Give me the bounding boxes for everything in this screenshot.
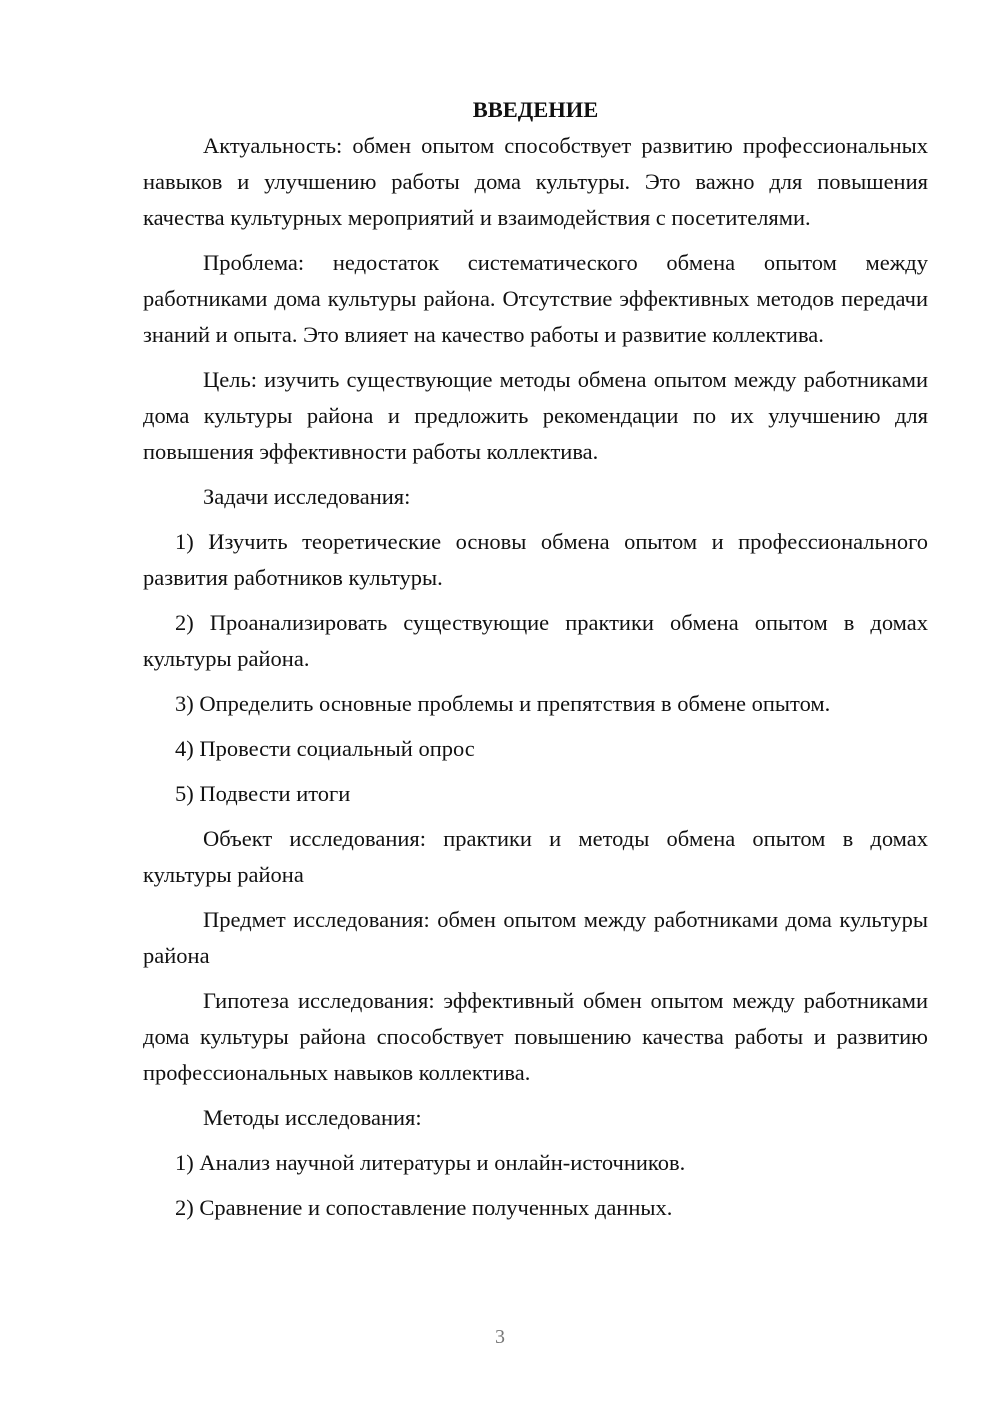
- relevance-paragraph: Актуальность: обмен опытом способствует развитию профессиональных навыков и улучшению работы дома культуры. Это важно для повышения качества культурных мероприятий и взаимодействия с посетителями.: [143, 133, 928, 230]
- hypothesis-paragraph: Гипотеза исследования: эффективный обмен опытом между работниками дома культуры района способствует повышению качества работы и развитию профессиональных навыков коллектива.: [143, 988, 928, 1085]
- document-page: [143, 92, 928, 1235]
- task-item-4: 4) Провести социальный опрос: [175, 736, 475, 761]
- subject-paragraph: Предмет исследования: обмен опытом между работниками дома культуры района: [143, 907, 928, 968]
- problem-paragraph: Проблема: недостаток систематического обмена опытом между работниками дома культуры района. Отсутствие эффективных методов передачи знаний и опыта. Это влияет на качество работы и развитие коллектива.: [143, 250, 928, 347]
- task-item-5: 5) Подвести итоги: [175, 781, 351, 806]
- method-item-2: 2) Сравнение и сопоставление полученных данных.: [175, 1195, 673, 1220]
- page-number: 3: [495, 1326, 505, 1348]
- goal-paragraph: Цель: изучить существующие методы обмена опытом между работниками дома культуры района и предложить рекомендации по их улучшению для повышения эффективности работы коллектива.: [143, 367, 928, 464]
- task-item-1: 1) Изучить теоретические основы обмена опытом и профессионального развития работников культуры.: [143, 529, 928, 590]
- page-heading: ВВЕДЕНИЕ: [472, 97, 599, 122]
- tasks-title: Задачи исследования:: [203, 484, 411, 509]
- task-item-3: 3) Определить основные проблемы и препятствия в обмене опытом.: [175, 691, 831, 716]
- method-item-1: 1) Анализ научной литературы и онлайн-источников.: [175, 1150, 686, 1175]
- task-item-2: 2) Проанализировать существующие практики обмена опытом в домах культуры района.: [143, 610, 928, 671]
- object-paragraph: Объект исследования: практики и методы обмена опытом в домах культуры района: [143, 826, 928, 887]
- methods-title: Методы исследования:: [203, 1105, 422, 1130]
